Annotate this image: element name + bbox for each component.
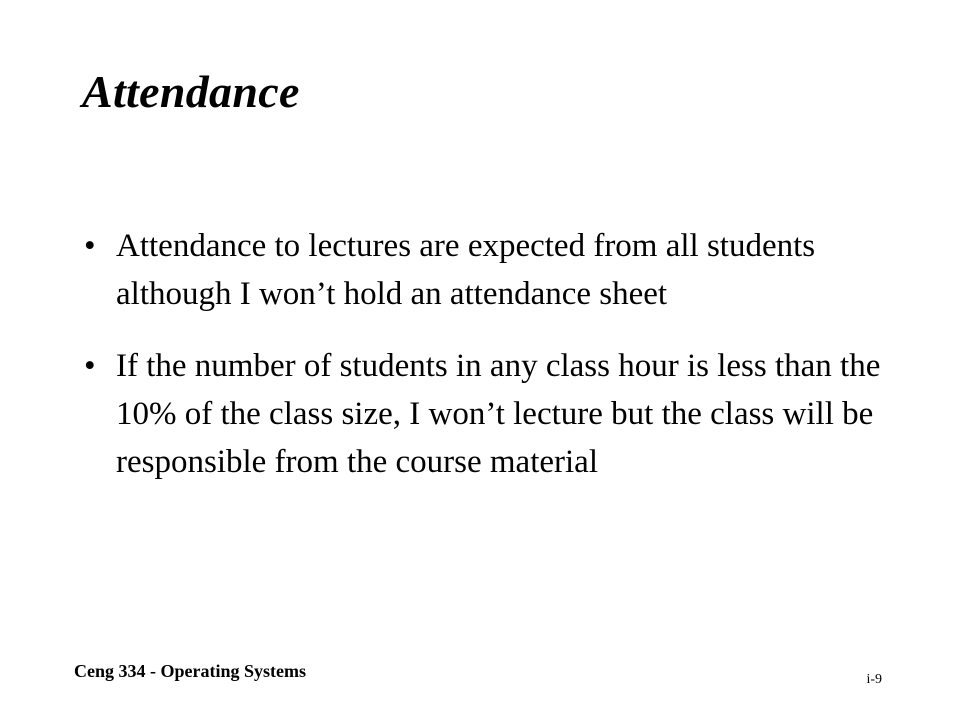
bullet-icon: • [84,348,96,384]
bullet-icon: • [84,228,96,264]
bullet-text: Attendance to lectures are expected from all students although I won’t hold an attendance sheet [116,228,816,312]
bullet-text: If the number of students in any class hour is less than the 10% of the class size, I won’t lecture but the class will be responsible from the course material [116,348,881,480]
bullet-item [82,342,892,486]
page-number: i-9 [866,672,882,687]
slide-title: Attendance [82,66,300,117]
bullet-list [82,222,892,510]
footer-course-title: Ceng 334 - Operating Systems [74,661,306,681]
bullet-item [82,222,892,318]
